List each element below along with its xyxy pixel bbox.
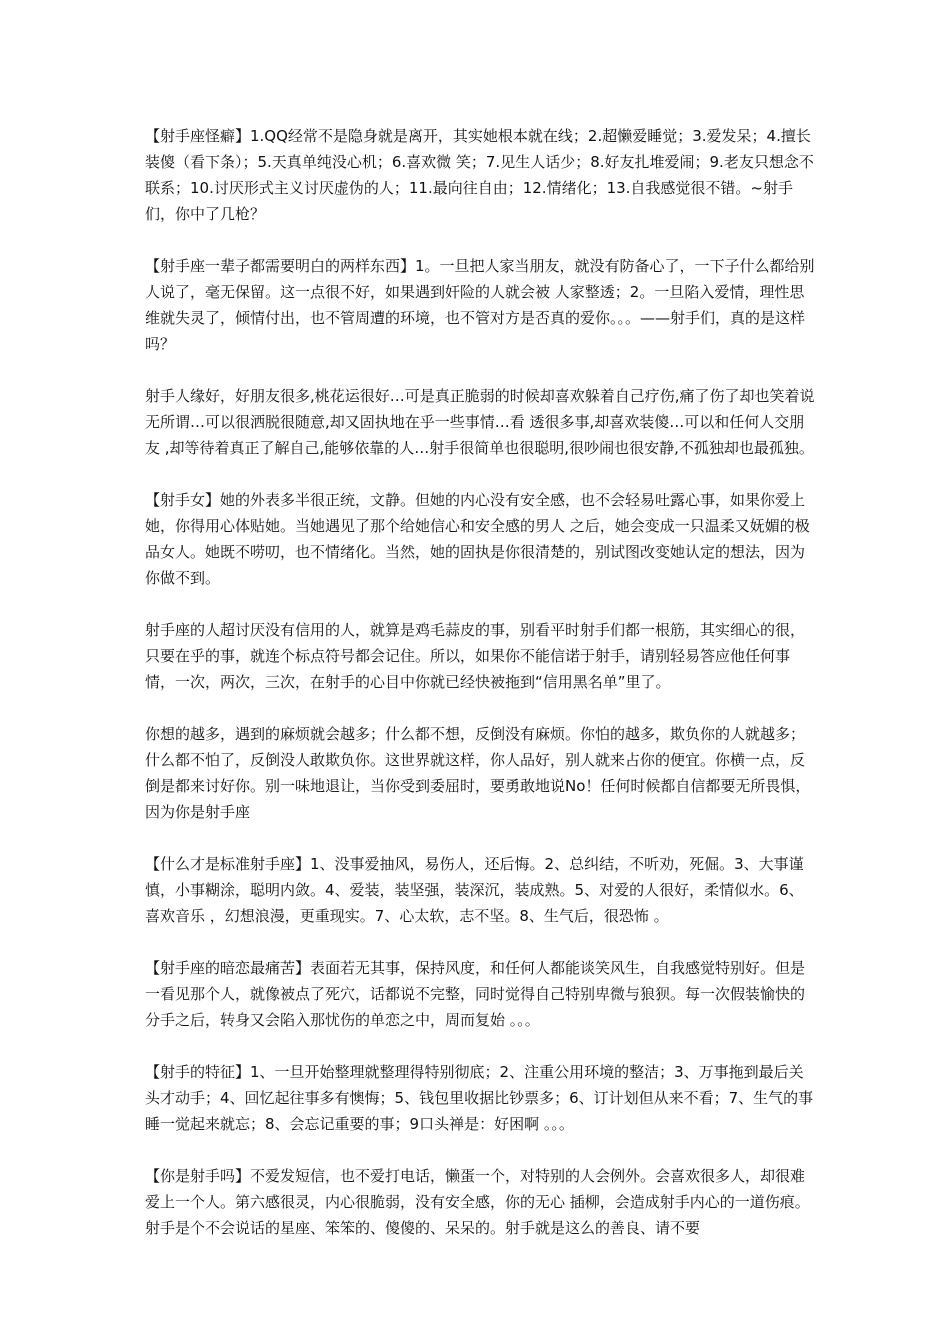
paragraph-fearless: 你想的越多，遇到的麻烦就会越多；什么都不想，反倒没有麻烦。你怕的越多，欺负你的人就越多；什么都不怕了，反倒没人敢欺负你。这世界就这样，你人品好，别人就来占你的便宜。你横一点，反倒是都来讨好你。别一味地退让，当你受到委屈时，要勇敢地说No！任何时候都自信都要无所畏惧，因为你是射手座	[145, 725, 811, 821]
paragraph-standard-traits: 【什么才是标准射手座】1、没事爱抽风，易伤人，还后悔。2、总纠结，不听劝，死倔。3、大事谨慎，小事糊涂，聪明内敛。4、爱装，装坚强，装深沉，装成熟。5、对爱的人很好，柔情似水。6、喜欢音乐 ，幻想浪漫，更重现实。7、心太软，志不坚。8、生气后，很恐怖 。	[145, 855, 804, 925]
paragraph-are-you-sagittarius: 【你是射手吗】不爱发短信，也不爱打电话，懒蛋一个，对特别的人会例外。会喜欢很多人，却很难爱上一个人。第六感很灵，内心很脆弱，没有安全感，你的无心 插柳，会造成射手内心的一道伤痕。射手是个不会说话的星座、笨笨的、傻傻的、呆呆的。射手就是这么的善良、请不要	[145, 1167, 810, 1237]
document-body	[145, 123, 815, 1241]
paragraph-two-things: 【射手座一辈子都需要明白的两样东西】1。一旦把人家当朋友，就没有防备心了，一下子什么都给别人说了，毫无保留。这一点很不好，如果遇到奸险的人就会被 人家整透；2。一旦陷入爱情，理性思维就失灵了，倾情付出，也不管周遭的环境，也不管对方是否真的爱你。。。——射手们，真的是这样吗？	[145, 257, 815, 353]
paragraph-quirks: 【射手座怪癖】1.QQ经常不是隐身就是离开，其实她根本就在线；2.超懒爱睡觉；3.爱发呆；4.擅长装傻（看下条）；5.天真单纯没心机；6.喜欢微 笑；7.见生人话少；8.好友扎堆爱闹；9.老友只想念不联系；10.讨厌形式主义讨厌虚伪的人；11.最向往自由；12.情绪化；13.自我感觉很不错。~射手们，你中了几枪？	[145, 127, 814, 223]
paragraph-features: 【射手的特征】1、一旦开始整理就整理得特别彻底；2、注重公用环境的整洁；3、万事拖到最后关头才动手；4、回忆起往事多有懊悔；5、钱包里收据比钞票多；6、订计划但从来不看；7、生气的事睡一觉起来就忘；8、会忘记重要的事；9口头禅是：好困啊 。。。	[145, 1063, 814, 1133]
paragraph-trust: 射手座的人超讨厌没有信用的人，就算是鸡毛蒜皮的事，别看平时射手们都一根筋，其实细心的很，只要在乎的事，就连个标点符号都会记住。所以，如果你不能信诺于射手，请别轻易答应他任何事情，一次，两次，三次，在射手的心目中你就已经快被拖到“信用黑名单”里了。	[145, 621, 806, 691]
paragraph-popularity: 射手人缘好，好朋友很多,桃花运很好…可是真正脆弱的时候却喜欢躲着自己疗伤,痛了伤了却也笑着说无所谓…可以很洒脱很随意,却又固执地在乎一些事情…看 透很多事,却喜欢装傻…可以和任何人交朋友 ,却等待着真正了解自己,能够依靠的人…射手很简单也很聪明,很吵闹也很安静,不孤独却也最孤独。	[145, 387, 815, 457]
paragraph-secret-crush: 【射手座的暗恋最痛苦】表面若无其事，保持风度，和任何人都能谈笑风生，自我感觉特别好。但是一看见那个人，就像被点了死穴，话都说不完整，同时觉得自己特别卑微与狼狈。每一次假装愉快的分手之后，转身又会陷入那忧伤的单恋之中，周而复始 。。。	[145, 959, 806, 1029]
paragraph-sagittarius-woman: 【射手女】她的外表多半很正统，文静。但她的内心没有安全感，也不会轻易吐露心事，如果你爱上她，你得用心体贴她。当她遇见了那个给她信心和安全感的男人 之后，她会变成一只温柔又妩媚的极品女人。她既不唠叨，也不情绪化。当然，她的固执是你很清楚的，别试图改变她认定的想法，因为你做不到。	[145, 491, 810, 587]
